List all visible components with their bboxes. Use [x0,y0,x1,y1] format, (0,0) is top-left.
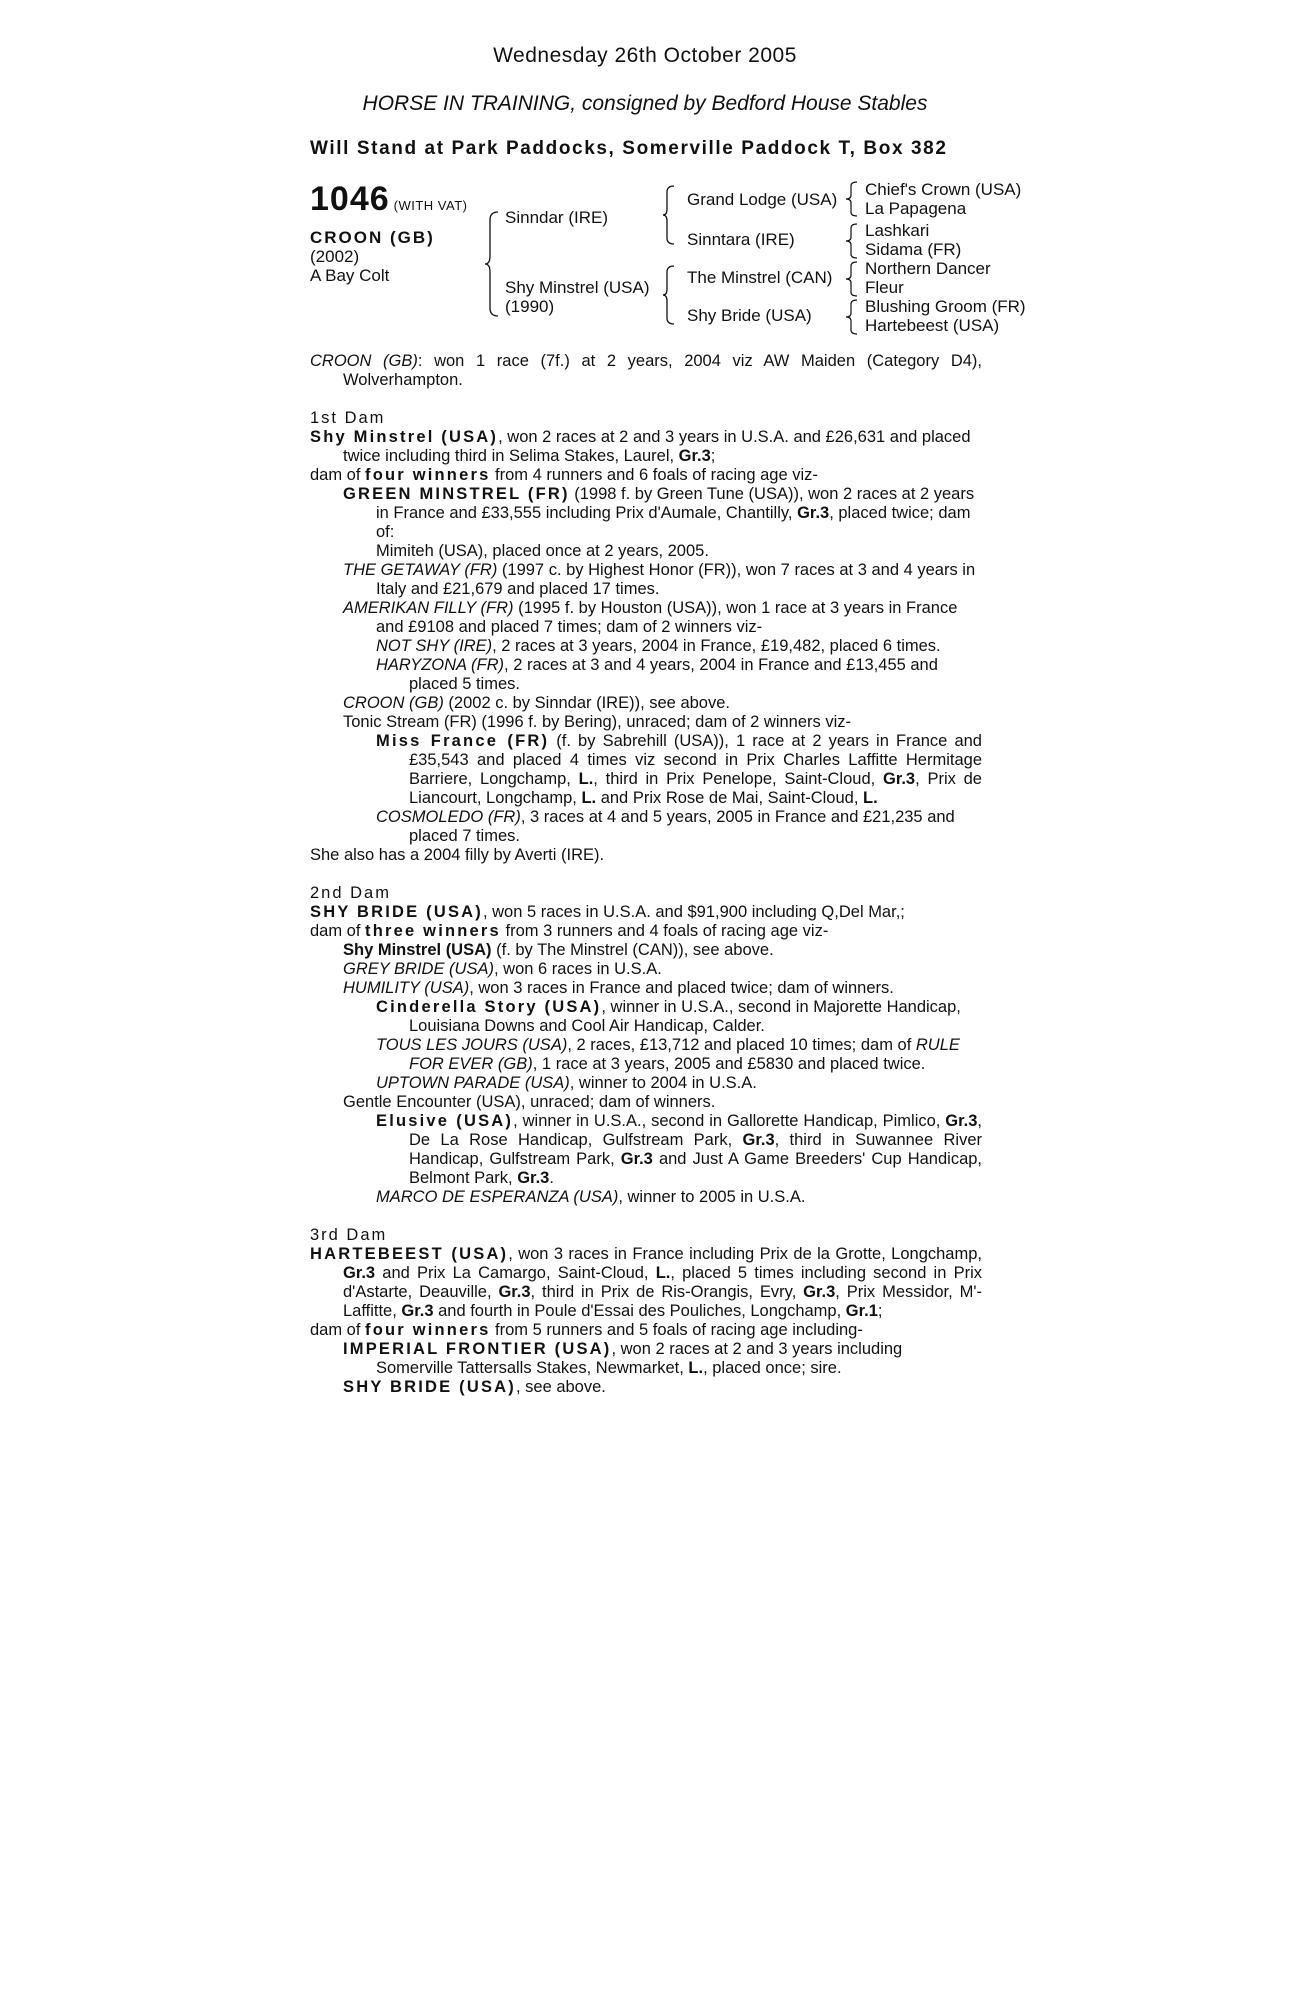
dam2-cinderella-story: Cinderella Story (USA), winner in U.S.A., second in Majorette Handicap, Louisiana Downs and Cool Air Handicap, Calder. [376,998,961,1035]
dam1-getaway: THE GETAWAY (FR) (1997 c. by Highest Honor (FR)), won 7 races at 3 and 4 years in Italy and £21,679 and placed 17 times. [343,561,976,598]
dam2-dam-of: dam of three winners from 3 runners and 4 foals of racing age viz- [310,922,829,940]
pedigree-brace-g2 [845,222,859,260]
dam1-green-minstrel: GREEN MINSTREL (FR) (1998 f. by Green Tune (USA)), won 2 races at 2 years in France and £33,555 including Prix d'Aumale, Chantilly, Gr.3, placed twice; dam of: [343,485,975,541]
pedigree-sire-dam: Sinntara (IRE) [687,230,795,249]
dam2-humility: HUMILITY (USA), won 3 races in France and placed twice; dam of winners. [343,979,894,997]
pedigree-brace-sire [662,184,678,246]
pedigree-brace-dam [662,264,678,326]
horse-name: CROON (GB) [310,228,435,247]
dam2-marco-de-esperanza: MARCO DE ESPERANZA (USA), winner to 2005 in U.S.A. [376,1188,806,1206]
pedigree-g2: La Papagena [865,199,967,218]
pedigree-dam-year: (1990) [505,297,555,316]
vat-note: (WITH VAT) [393,198,468,213]
dam1-haryzona: HARYZONA (FR), 2 races at 3 and 4 years, 2004 in France and £13,455 and placed 5 times. [376,656,938,693]
dam3-dam-of: dam of four winners from 5 runners and 5 foals of racing age including- [310,1321,863,1339]
pedigree-g6: Fleur [865,278,904,297]
pedigree-g1: Chief's Crown (USA) [865,180,1022,199]
pedigree-g5: Northern Dancer [865,259,991,278]
dam2-elusive: Elusive (USA), winner in U.S.A., second in Gallorette Handicap, Pimlico, Gr.3, De La Rose Handicap, Gulfstream Park, Gr.3, third in Suwannee River Handicap, Gulfstream Park, Gr.3 and Just A Game Breeders' Cup Handicap, Belmont Park, Gr.3. [376,1112,983,1187]
lot-header [310,180,467,219]
pedigree-dam-name: Shy Minstrel (USA) [505,278,650,297]
dam1-heading: 1st Dam [310,409,386,427]
pedigree-dam-dam: Shy Bride (USA) [687,306,812,325]
dam1-not-shy: NOT SHY (IRE), 2 races at 3 years, 2004 in France, £19,482, placed 6 times. [376,637,941,655]
pedigree-sire-sire: Grand Lodge (USA) [687,190,838,209]
pedigree-brace-g3 [845,260,859,298]
dam3-heading: 3rd Dam [310,1226,388,1244]
dam1-mimiteh: Mimiteh (USA), placed once at 2 years, 2005. [376,542,709,560]
pedigree-g3: Lashkari [865,221,930,240]
race-record: CROON (GB): won 1 race (7f.) at 2 years, 2004 viz AW Maiden (Category D4), Wolverhampton. [310,352,982,389]
catalogue-body [310,352,982,1397]
pedigree-brace-g1 [845,180,859,218]
dam1-amerikan-filly: AMERIKAN FILLY (FR) (1995 f. by Houston (USA)), won 1 race at 3 years in France and £9108 and placed 7 times; dam of 2 winners viz- [343,599,958,636]
sale-date: Wednesday 26th October 2005 [493,44,797,67]
dam1-tonic-stream: Tonic Stream (FR) (1996 f. by Bering), unraced; dam of 2 winners viz- [343,713,852,731]
dam2-grey-bride: GREY BRIDE (USA), won 6 races in U.S.A. [343,960,662,978]
dam3-intro: HARTEBEEST (USA), won 3 races in France including Prix de la Grotte, Longchamp, Gr.3 and Prix La Camargo, Saint-Cloud, L., placed 5 times including second in Prix d'Astarte, Deauville, Gr.3, third in Prix de Ris-Orangis, Evry, Gr.3, Prix Messidor, M'-Laffitte, Gr.3 and fourth in Poule d'Essai des Pouliches, Longchamp, Gr.1; [310,1245,982,1320]
dam1-also: She also has a 2004 filly by Averti (IRE). [310,846,605,864]
dam2-shy-minstrel: Shy Minstrel (USA) (f. by The Minstrel (CAN)), see above. [343,941,774,959]
dam3-shy-bride: SHY BRIDE (USA), see above. [343,1378,606,1396]
dam2-heading: 2nd Dam [310,884,391,902]
lot-number: 1046 [310,180,390,218]
dam2-gentle-encounter: Gentle Encounter (USA), unraced; dam of winners. [343,1093,716,1111]
dam1-dam-of: dam of four winners from 4 runners and 6 foals of racing age viz- [310,466,818,484]
stand-location: Will Stand at Park Paddocks, Somerville Paddock T, Box 382 [310,138,948,159]
pedigree-g8: Hartebeest (USA) [865,316,1000,335]
pedigree-g7: Blushing Groom (FR) [865,297,1026,316]
pedigree-dam [505,278,650,316]
pedigree-brace-g4 [845,298,859,336]
pedigree-g4: Sidama (FR) [865,240,962,259]
dam2-uptown-parade: UPTOWN PARADE (USA), winner to 2004 in U.S.A. [376,1074,757,1092]
dam1-croon: CROON (GB) (2002 c. by Sinndar (IRE)), see above. [343,694,730,712]
pedigree-sire: Sinndar (IRE) [505,208,608,227]
dam3-imperial-frontier: IMPERIAL FRONTIER (USA), won 2 races at 2 and 3 years including Somerville Tattersalls Stakes, Newmarket, L., placed once; sire. [343,1340,903,1377]
dam1-cosmoledo: COSMOLEDO (FR), 3 races at 4 and 5 years, 2005 in France and £21,235 and placed 7 times. [376,808,955,845]
dam2-tous-les-jours: TOUS LES JOURS (USA), 2 races, £13,712 and placed 10 times; dam of RULE FOR EVER (GB), 1 race at 3 years, 2005 and £5830 and placed twice. [376,1036,960,1073]
dam1-intro: Shy Minstrel (USA), won 2 races at 2 and 3 years in U.S.A. and £26,631 and placed twice including third in Selima Stakes, Laurel, Gr.3; [310,428,971,465]
pedigree-brace-main [484,210,502,318]
dam1-miss-france: Miss France (FR) (f. by Sabrehill (USA)), 1 race at 2 years in France and £35,543 and placed 4 times viz second in Prix Charles Laffitte Hermitage Barriere, Longchamp, L., third in Prix Penelope, Saint-Cloud, Gr.3, Prix de Liancourt, Longchamp, L. and Prix Rose de Mai, Saint-Cloud, L. [376,732,982,807]
consignment-line: HORSE IN TRAINING, consigned by Bedford House Stables [362,92,928,115]
dam2-intro: SHY BRIDE (USA), won 5 races in U.S.A. and $91,900 including Q,Del Mar,; [310,903,905,921]
horse-description: A Bay Colt [310,266,390,285]
pedigree-dam-sire: The Minstrel (CAN) [687,268,833,287]
horse-year: (2002) [310,247,360,266]
horse-info [310,228,435,285]
